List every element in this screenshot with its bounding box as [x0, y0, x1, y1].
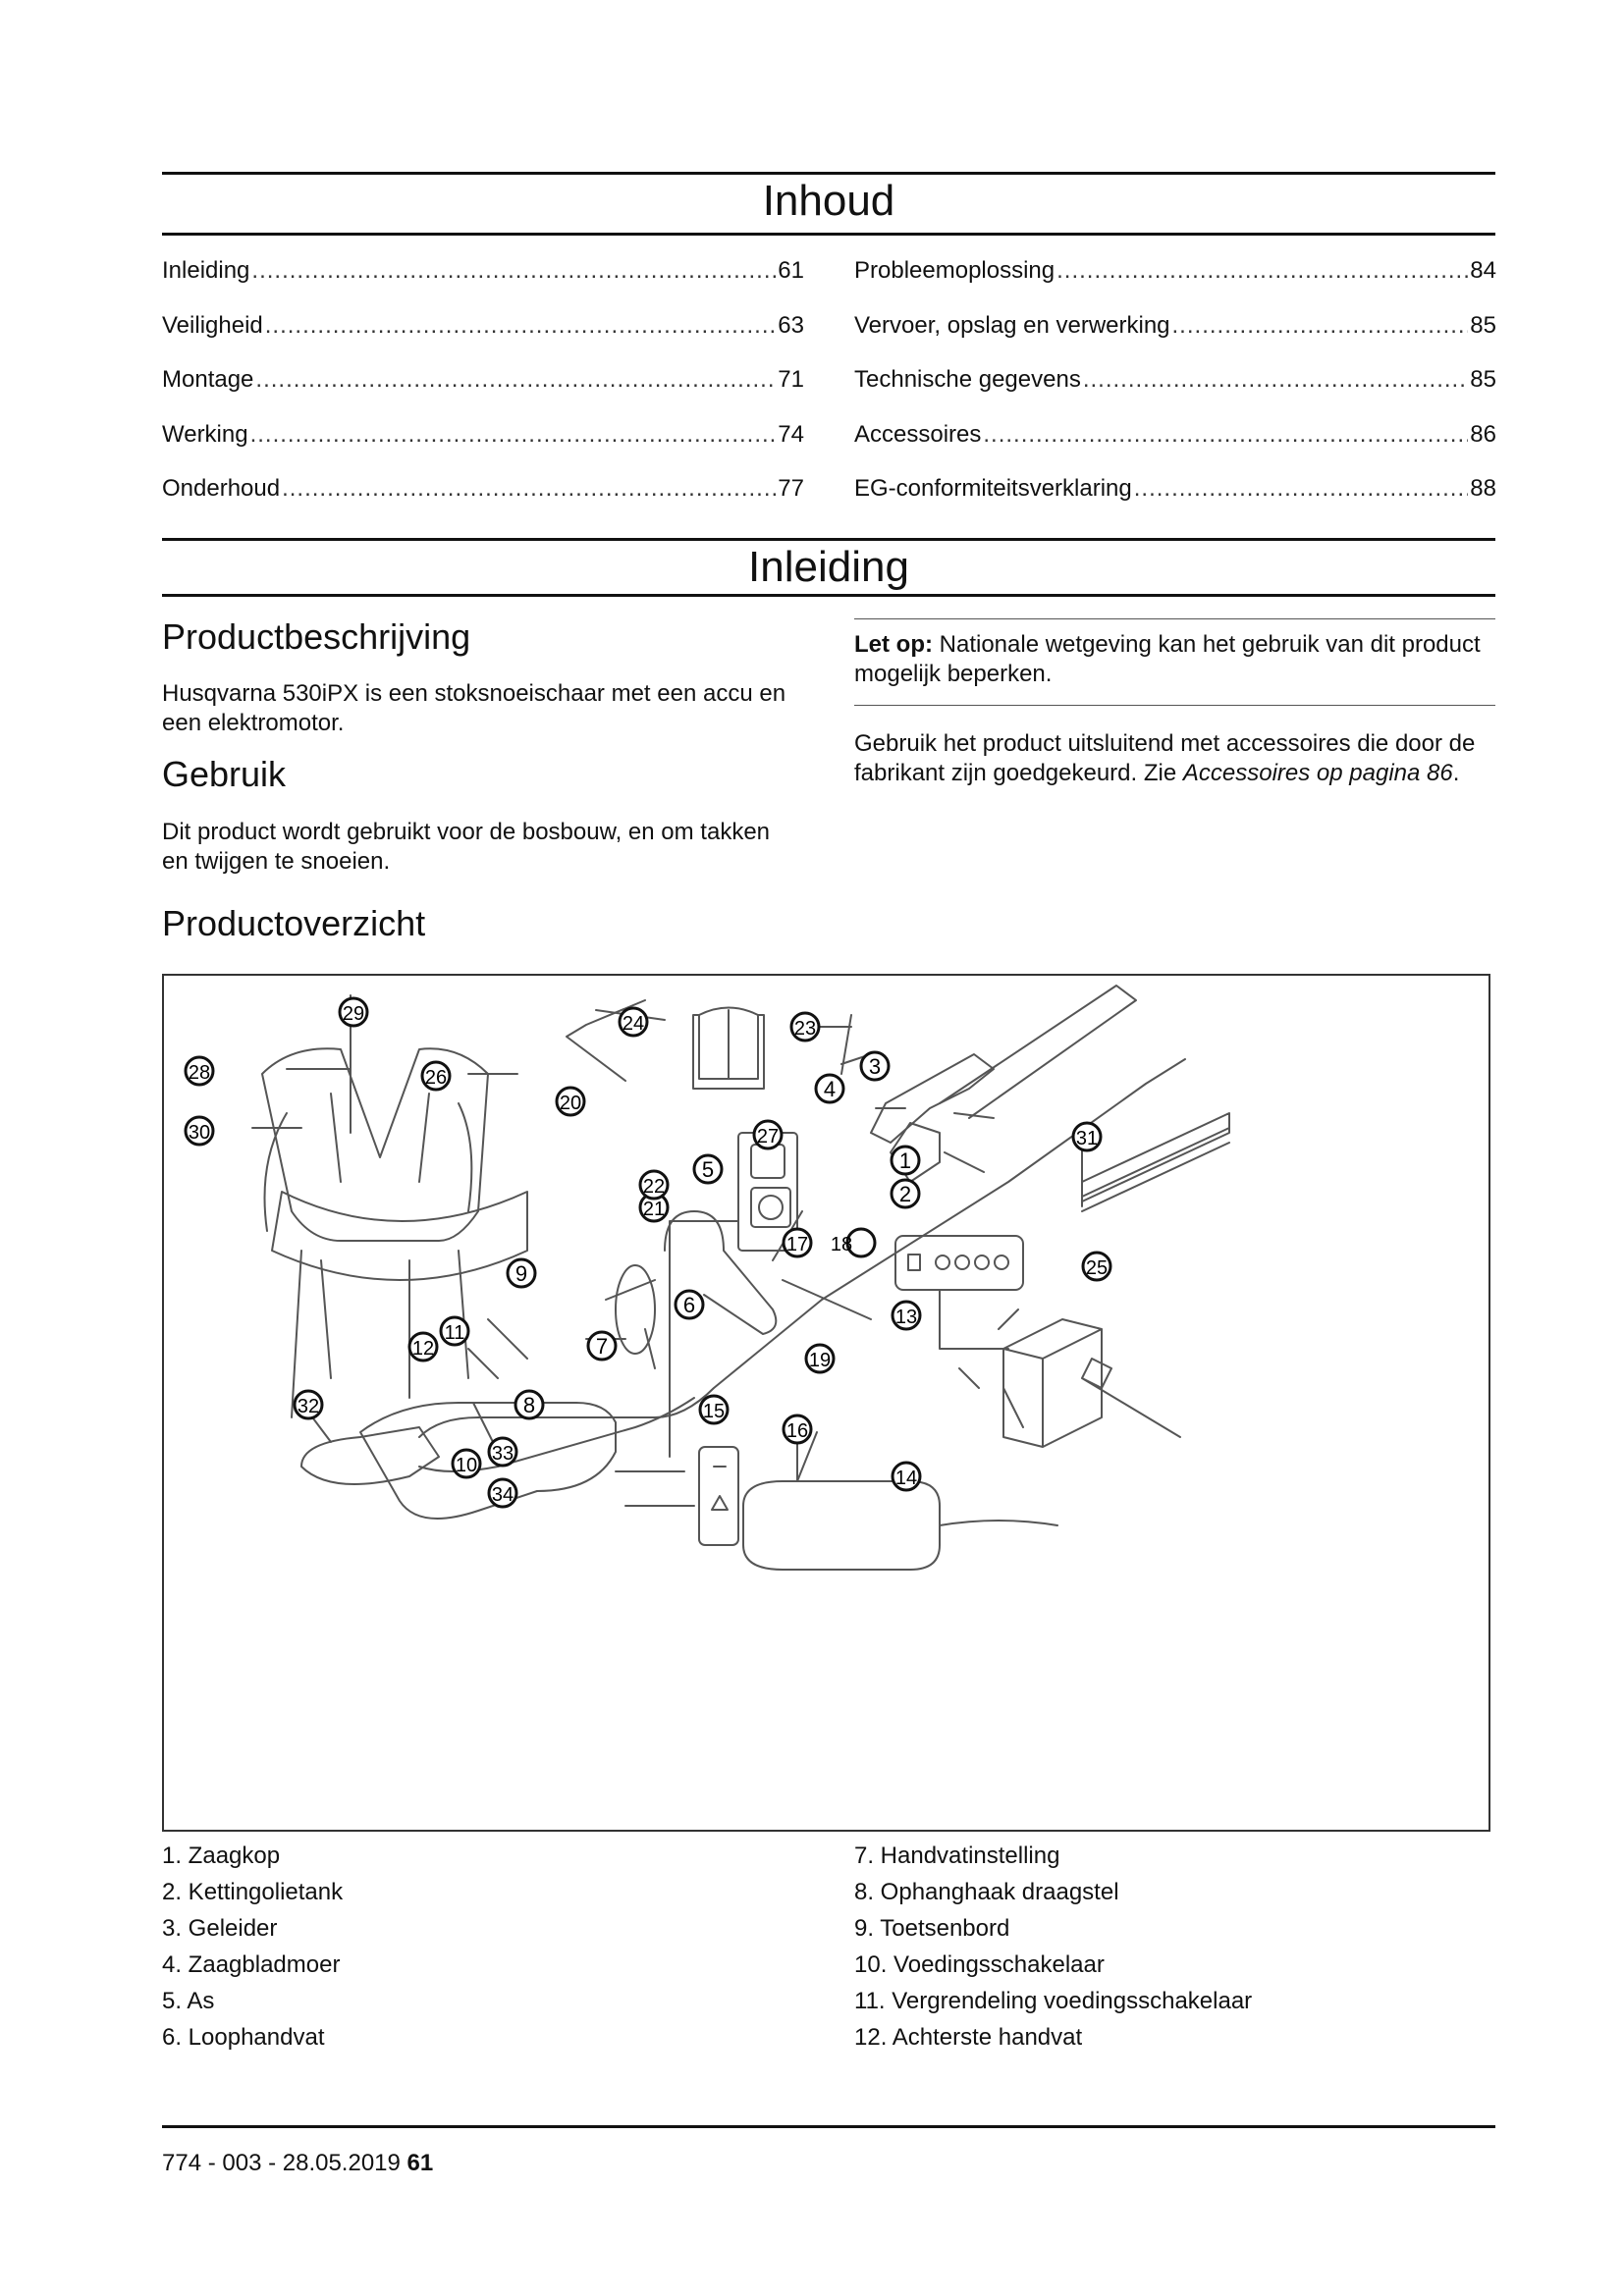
callout-23 [791, 1013, 819, 1041]
manual-illustration [693, 1008, 764, 1090]
toc-entry[interactable]: EG-conformiteitsverklaring ..... 88 [854, 475, 1496, 530]
callout-34 [489, 1479, 516, 1507]
callout-group [186, 998, 1110, 1507]
svg-text:19: 19 [808, 1350, 832, 1371]
svg-text:34: 34 [491, 1484, 514, 1506]
svg-text:7: 7 [595, 1334, 609, 1359]
svg-text:32: 32 [297, 1396, 320, 1417]
callout-5 [694, 1155, 722, 1183]
text-gebruik: Dit product wordt gebruikt voor de bosbouw, en om takken en twijgen te snoeien. [162, 819, 771, 875]
svg-text:18: 18 [830, 1234, 853, 1255]
combination-tool-illustration [1082, 1359, 1180, 1437]
svg-text:20: 20 [559, 1093, 582, 1114]
svg-text:6: 6 [682, 1293, 696, 1317]
toc-entry[interactable]: Veiligheid ..... 63 [162, 312, 804, 367]
svg-text:13: 13 [894, 1307, 918, 1328]
callout-30 [186, 1117, 213, 1145]
svg-text:27: 27 [756, 1126, 780, 1148]
toc-entry[interactable]: Onderhoud ..... 77 [162, 475, 804, 530]
heading-productoverzicht: Productoverzicht [162, 903, 426, 943]
svg-text:1: 1 [898, 1148, 912, 1173]
svg-text:15: 15 [702, 1401, 726, 1422]
svg-text:31: 31 [1075, 1128, 1099, 1149]
toc-title: Inhoud [762, 177, 895, 225]
toc-right-column [854, 257, 1496, 530]
callout-16 [784, 1415, 811, 1443]
toc-top-rule [162, 172, 1495, 175]
accessories-paragraph [854, 729, 1502, 788]
note-label: Let op: [854, 631, 933, 658]
legend-item: 11. Vergrendeling voedingsschakelaar [854, 1988, 1253, 2014]
footer-rule [162, 2125, 1495, 2128]
battery-indicator-panel [895, 1236, 1023, 1290]
callout-22 [640, 1171, 668, 1199]
accessories-end: . [1452, 760, 1460, 786]
callout-18 [831, 1229, 875, 1256]
legend-item: 4. Zaagbladmoer [162, 1951, 341, 1978]
legend-item: 7. Handvatinstelling [854, 1842, 1060, 1869]
note-bottom-rule [854, 705, 1495, 706]
note-text: Nationale wetgeving kan het gebruik van dit product mogelijk beperken. [854, 631, 1481, 687]
legend-item: 8. Ophanghaak draagstel [854, 1879, 1119, 1905]
svg-text:5: 5 [701, 1157, 715, 1182]
svg-text:33: 33 [491, 1443, 514, 1465]
callout-25 [1083, 1253, 1110, 1280]
callout-6 [676, 1291, 703, 1318]
legend-item: 10. Voedingsschakelaar [854, 1951, 1105, 1978]
legend-item: 6. Loophandvat [162, 2024, 325, 2051]
svg-text:23: 23 [793, 1018, 817, 1040]
svg-text:11: 11 [444, 1322, 465, 1344]
intro-top-rule [162, 538, 1495, 541]
callout-24 [620, 1008, 647, 1036]
svg-text:22: 22 [642, 1176, 666, 1198]
callout-15 [700, 1396, 728, 1423]
product-overview-figure [162, 974, 1490, 1832]
callout-27 [754, 1121, 782, 1148]
product-overview-illustration [164, 976, 1489, 1830]
svg-text:26: 26 [424, 1067, 448, 1089]
legend-item: 9. Toetsenbord [854, 1915, 1010, 1942]
callout-1 [892, 1147, 919, 1174]
svg-text:25: 25 [1085, 1257, 1109, 1279]
callout-32 [295, 1391, 322, 1418]
callout-7 [588, 1332, 616, 1360]
callout-10 [453, 1450, 480, 1477]
callout-28 [186, 1057, 213, 1085]
rail-illustration [1082, 1113, 1229, 1211]
svg-text:10: 10 [455, 1455, 478, 1476]
legend-right [854, 1838, 1252, 2056]
toc-entry[interactable]: Werking ..... 74 [162, 421, 804, 476]
svg-text:28: 28 [188, 1062, 211, 1084]
callout-31 [1073, 1123, 1101, 1150]
callout-19 [806, 1345, 834, 1372]
toc-entry[interactable]: Technische gegevens ..... 85 [854, 366, 1496, 421]
svg-text:16: 16 [785, 1420, 809, 1442]
footer-doc-number: 774 - 003 - 28.05.2019 [162, 2150, 401, 2176]
callout-12 [409, 1333, 437, 1361]
svg-text:24: 24 [622, 1013, 645, 1035]
intro-bottom-rule [162, 594, 1495, 597]
legend-item: 5. As [162, 1988, 215, 2014]
toc-entry[interactable]: Vervoer, opslag en verwerking ..... 85 [854, 312, 1496, 367]
legend-left [162, 1838, 343, 2056]
callout-2 [892, 1180, 919, 1207]
charger-illustration [743, 1481, 940, 1570]
toc-left-column [162, 257, 804, 530]
callout-8 [515, 1391, 543, 1418]
legend-item: 1. Zaagkop [162, 1842, 281, 1869]
callout-29 [340, 998, 367, 1026]
callout-9 [508, 1259, 535, 1287]
svg-text:9: 9 [514, 1261, 528, 1286]
callout-20 [557, 1088, 584, 1115]
toc-entry[interactable]: Montage ..... 71 [162, 366, 804, 421]
callout-26 [422, 1062, 450, 1090]
note-top-rule [854, 618, 1495, 619]
callout-13 [893, 1302, 920, 1329]
svg-text:30: 30 [188, 1122, 211, 1144]
svg-text:3: 3 [868, 1054, 882, 1079]
heading-productbeschrijving: Productbeschrijving [162, 616, 471, 657]
callout-11 [441, 1317, 468, 1345]
callout-33 [489, 1438, 516, 1466]
callout-17 [784, 1229, 811, 1256]
heading-gebruik: Gebruik [162, 754, 287, 794]
callout-4 [816, 1075, 843, 1102]
note-box [854, 630, 1483, 689]
svg-text:8: 8 [522, 1393, 536, 1417]
svg-text:21: 21 [642, 1199, 666, 1220]
callout-3 [861, 1052, 889, 1080]
intro-title: Inleiding [748, 543, 909, 591]
svg-text:29: 29 [342, 1003, 365, 1025]
accessories-text: Gebruik het product uitsluitend met accessoires die door de fabrikant zijn goedgekeurd. Zie [854, 730, 1476, 786]
svg-text:12: 12 [411, 1338, 435, 1360]
svg-text:2: 2 [898, 1182, 912, 1206]
legend-item: 12. Achterste handvat [854, 2024, 1083, 2051]
callout-14 [893, 1463, 920, 1490]
accessories-link[interactable]: Accessoires op pagina 86 [1182, 760, 1453, 786]
toc-entry[interactable]: Probleemoplossing ..... 84 [854, 257, 1496, 312]
battery-illustration [1003, 1319, 1102, 1447]
text-productbeschrijving: Husqvarna 530iPX is een stoksnoeischaar met een accu en een elektromotor. [162, 680, 786, 736]
page-footer [162, 2150, 433, 2177]
svg-text:4: 4 [823, 1077, 837, 1101]
svg-text:14: 14 [894, 1468, 918, 1489]
toc-bottom-rule [162, 233, 1495, 236]
toc-entry[interactable]: Inleiding ..... 61 [162, 257, 804, 312]
harness-illustration [262, 1048, 488, 1241]
footer-page-number: 61 [406, 2150, 434, 2176]
legend-item: 3. Geleider [162, 1915, 278, 1942]
svg-text:17: 17 [785, 1234, 809, 1255]
toc-entry[interactable]: Accessoires ..... 86 [854, 421, 1496, 476]
legend-item: 2. Kettingolietank [162, 1879, 344, 1905]
